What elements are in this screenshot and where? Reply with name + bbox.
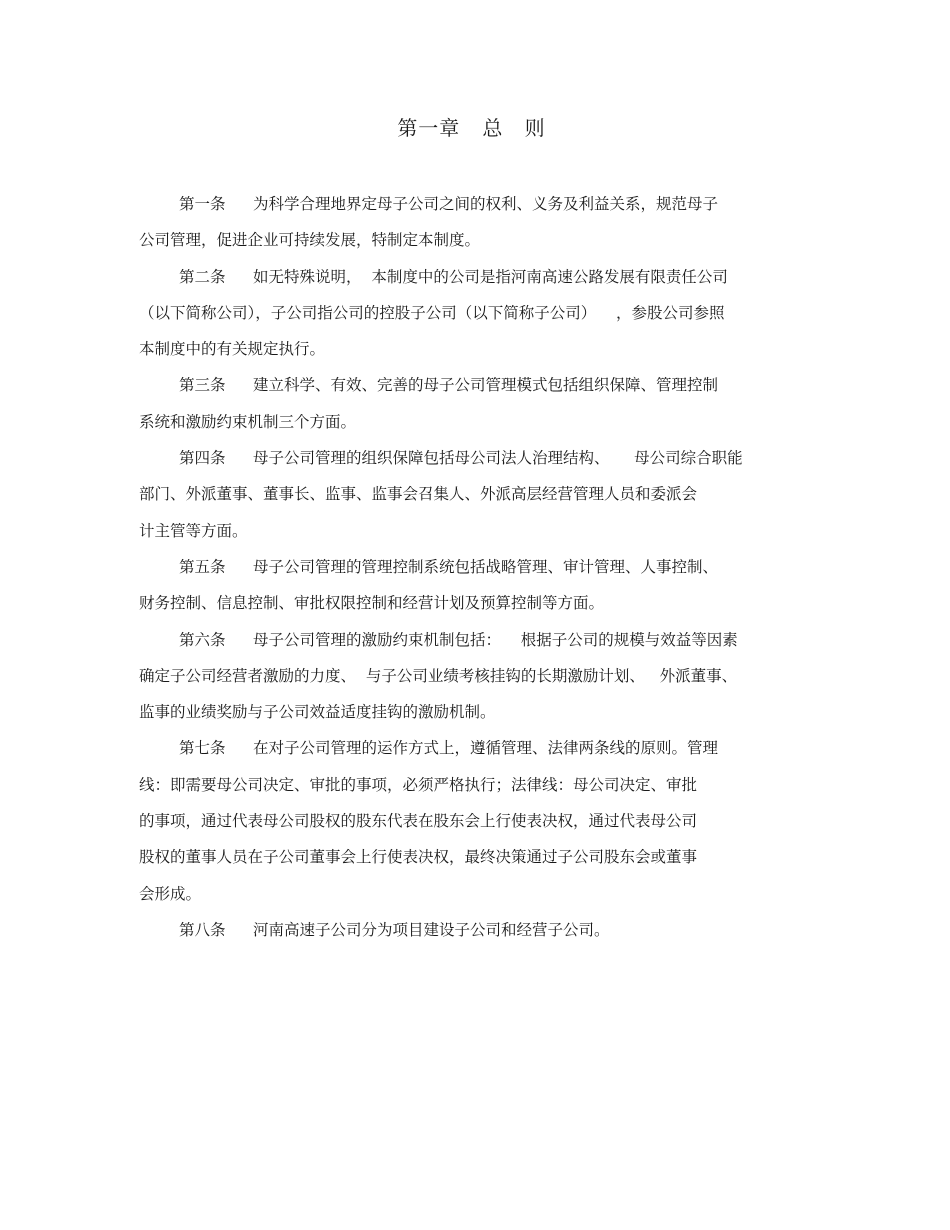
- article-first-line: [139, 549, 811, 585]
- article-label: 第三条: [179, 376, 226, 395]
- article-text-line: 财务控制、信息控制、审批权限控制和经营计划及预算控制等方面。: [139, 594, 605, 613]
- article-first-line: [139, 622, 811, 658]
- article-label: 第四条: [179, 449, 226, 468]
- article-label: 第八条: [179, 920, 226, 939]
- article-text: 如无特殊说明， 本制度中的公司是指河南高速公路发展有限责任公司: [253, 267, 728, 286]
- article-text: 建立科学、有效、完善的母子公司管理模式包括组织保障、管理控制: [253, 376, 719, 395]
- article-label: 第二条: [179, 267, 226, 286]
- article-text: 母子公司管理的管理控制系统包括战略管理、审计管理、人事控制、: [253, 557, 719, 576]
- article-5: [139, 549, 811, 622]
- article-text: 母子公司管理的激励约束机制包括： 根据子公司的规模与效益等因素: [253, 630, 738, 649]
- article-text-line: 本制度中的有关规定执行。: [139, 340, 326, 359]
- article-text-line: 计主管等方面。: [139, 521, 248, 540]
- article-text-line: 系统和激励约束机制三个方面。: [139, 412, 357, 431]
- article-text-line: 股权的董事人员在子公司董事会上行使表决权，最终决策通过子公司股东会或董事: [139, 848, 698, 867]
- article-7: [139, 730, 811, 911]
- article-text: 河南高速子公司分为项目建设子公司和经营子公司。: [253, 920, 610, 939]
- article-first-line: [139, 440, 811, 476]
- article-first-line: [139, 186, 811, 222]
- article-text-line: （以下简称公司），子公司指公司的控股子公司（以下简称子公司） ，参股公司参照: [139, 303, 725, 322]
- article-first-line: [139, 259, 811, 295]
- article-first-line: [139, 367, 811, 403]
- article-text-line: 确定子公司经营者激励的力度、 与子公司业绩考核挂钩的长期激励计划、 外派董事、: [139, 666, 738, 685]
- chapter-name: 总 则: [482, 116, 553, 140]
- article-text-line: 监事的业绩奖励与子公司效益适度挂钩的激励机制。: [139, 703, 496, 722]
- article-6: [139, 622, 811, 731]
- article-label: 第六条: [179, 630, 226, 649]
- article-text: 为科学合理地界定母子公司之间的权利、义务及利益关系，规范母子: [253, 195, 719, 213]
- chapter-number: 第一章: [397, 116, 461, 140]
- article-first-line: [139, 730, 811, 766]
- chapter-title: [0, 112, 950, 141]
- article-4: [139, 440, 811, 549]
- article-label: 第五条: [179, 557, 226, 576]
- article-text-line: 的事项，通过代表母公司股权的股东代表在股东会上行使表决权，通过代表母公司: [139, 812, 698, 831]
- document-body: [139, 186, 811, 948]
- article-label: 第七条: [179, 739, 226, 758]
- article-text: 在对子公司管理的运作方式上，遵循管理、法律两条线的原则。管理: [253, 739, 719, 758]
- article-text-line: 部门、外派董事、董事长、监事、监事会召集人、外派高层经营管理人员和委派会: [139, 485, 698, 504]
- article-text-line: 线：即需要母公司决定、审批的事项，必须严格执行；法律线：母公司决定、审批: [139, 775, 698, 794]
- article-text: 母子公司管理的组织保障包括母公司法人治理结构、 母公司综合职能: [253, 449, 743, 468]
- article-8: [139, 912, 811, 948]
- article-text-line: 会形成。: [139, 884, 202, 903]
- article-text-line: 公司管理，促进企业可持续发展，特制定本制度。: [139, 231, 481, 250]
- article-1: [139, 186, 811, 259]
- article-first-line: [139, 912, 811, 948]
- article-2: [139, 259, 811, 368]
- article-label: 第一条: [179, 195, 226, 213]
- article-3: [139, 367, 811, 440]
